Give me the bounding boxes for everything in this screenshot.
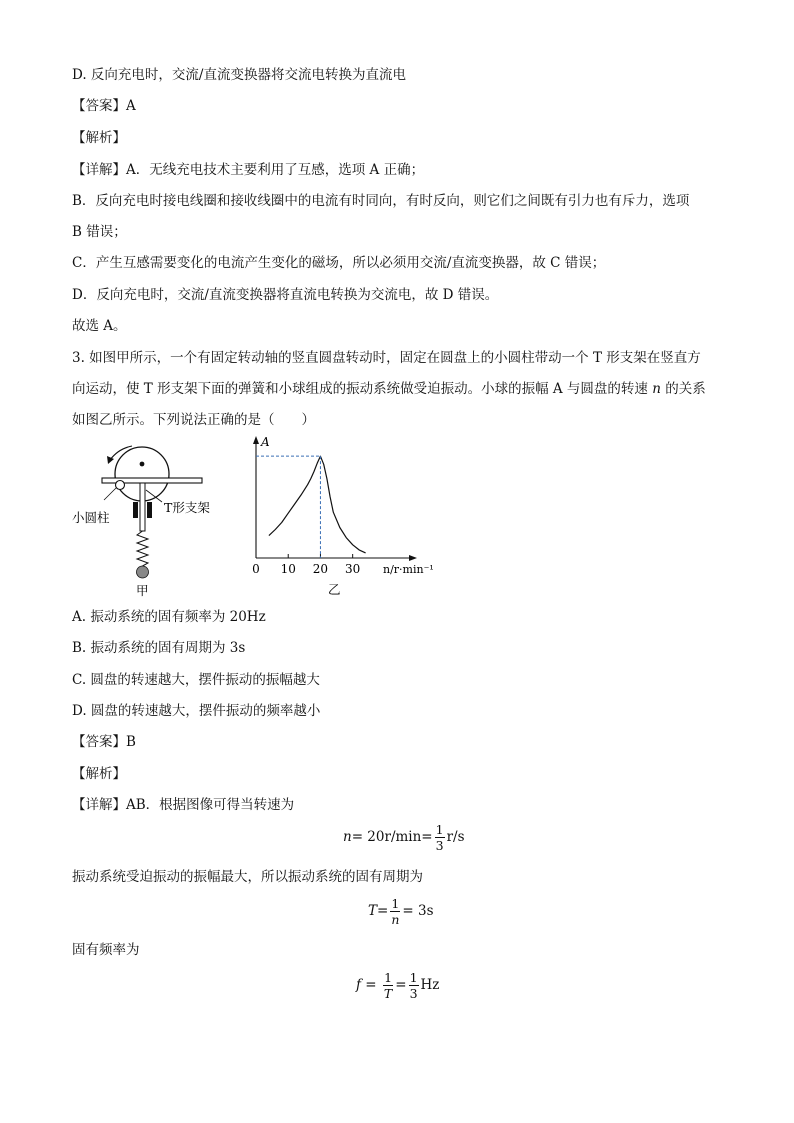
f2-num: 1 <box>391 896 400 911</box>
x-tick-label: 10 <box>280 562 296 576</box>
question-3-line-3: 如图乙所示。下列说法正确的是（ ） <box>72 412 315 428</box>
resonance-curve <box>269 456 366 553</box>
y-axis-arrow <box>253 436 259 444</box>
f3-eq: = <box>361 977 381 993</box>
option-d-prev: D. 反向充电时，交流/直流变换器将交流电转换为直流电 <box>72 67 406 83</box>
guide-right <box>147 502 152 518</box>
f3-num-2: 1 <box>409 970 418 985</box>
f3-unit: Hz <box>420 977 440 993</box>
answer-line-1 <box>72 96 136 116</box>
answer-value-2: B <box>126 734 136 750</box>
f1-mid: = 20r/min= <box>351 829 433 845</box>
analysis-heading-1: 【解析】 <box>72 130 126 146</box>
f3-fraction-1 <box>383 970 393 1001</box>
figure-jia <box>66 440 236 600</box>
f1-unit: r/s <box>446 829 465 845</box>
question-3-line-2 <box>72 379 706 399</box>
answer-label: 【答案】 <box>72 98 126 114</box>
cylinder-leader <box>104 488 116 500</box>
t-frame-stem <box>140 483 145 531</box>
conclusion-line: 故选 A。 <box>72 318 127 334</box>
middle-line-2: 固有频率为 <box>72 942 140 958</box>
f2-eq: = <box>377 903 389 919</box>
f1-den: 3 <box>435 838 444 853</box>
x-tick-label: 30 <box>345 562 361 576</box>
y-axis-label: A <box>261 435 270 449</box>
f3-lhs: f <box>356 977 361 993</box>
detail-line-ab: 【详解】AB．根据图像可得当转速为 <box>72 797 295 813</box>
f1-lhs: n <box>343 829 352 845</box>
formula-frequency <box>356 970 439 1001</box>
detail-line-d: D．反向充电时，交流/直流变换器将直流电转换为交流电，故 D 错误。 <box>72 287 499 303</box>
answer-label-2: 【答案】 <box>72 734 126 750</box>
ball <box>137 566 149 578</box>
disc-axle <box>140 462 145 467</box>
formula-speed <box>343 822 465 853</box>
spring <box>137 531 148 566</box>
f3-den-1: T <box>383 986 393 1001</box>
guide-left <box>133 502 138 518</box>
f3-eq2: = <box>395 977 407 993</box>
x-tick-label: 20 <box>312 562 329 576</box>
f3-fraction-2 <box>409 970 419 1001</box>
option-a: A. 振动系统的固有频率为 20Hz <box>72 609 266 625</box>
f1-fraction <box>435 822 445 853</box>
q3-var-n: n <box>652 381 661 397</box>
figure-yi-chart <box>246 434 436 600</box>
caption-yi: 乙 <box>328 582 341 597</box>
f1-num: 1 <box>435 822 444 837</box>
caption-jia: 甲 <box>136 583 149 598</box>
analysis-heading-2: 【解析】 <box>72 766 126 782</box>
formula-period <box>368 896 434 927</box>
option-b: B. 振动系统的固有周期为 3s <box>72 640 246 656</box>
q3-text-b: 的关系 <box>660 381 706 397</box>
small-cylinder <box>116 481 125 490</box>
q3-text-a: 向运动，使 T 形支架下面的弹簧和小球组成的振动系统做受迫振动。小球的振幅 A 与圆盘的转速 <box>72 381 653 397</box>
question-3-line-1: 3. 如图甲所示，一个有固定转动轴的竖直圆盘转动时，固定在圆盘上的小圆柱带动一个 T 形支架在竖直方 <box>72 350 701 366</box>
f2-den: n <box>391 912 400 927</box>
detail-line-b-cont: B 错误； <box>72 224 127 240</box>
detail-line-a: 【详解】A．无线充电技术主要利用了互感，选项 A 正确； <box>72 162 425 178</box>
middle-line-1: 振动系统受迫振动的振幅最大，所以振动系统的固有周期为 <box>72 869 423 885</box>
f3-den-2: 3 <box>409 986 418 1001</box>
label-small-cylinder: 小圆柱 <box>72 510 110 525</box>
f3-num-1: 1 <box>384 970 393 985</box>
f2-fraction <box>390 896 400 927</box>
f2-rhs: = 3s <box>402 903 434 919</box>
f2-lhs: T <box>368 903 378 919</box>
x-tick-label: 0 <box>252 562 260 576</box>
detail-line-b: B．反向充电时接电线圈和接收线圈中的电流有时同向，有时反向，则它们之间既有引力也有斥力，选项 <box>72 193 690 209</box>
option-c: C. 圆盘的转速越大，摆件振动的振幅越大 <box>72 672 320 688</box>
x-axis-label: n/r·min⁻¹ <box>383 563 434 576</box>
answer-value: A <box>126 98 136 114</box>
answer-line-2 <box>72 732 136 752</box>
detail-line-c: C．产生互感需要变化的电流产生变化的磁场，所以必须用交流/直流变换器，故 C 错误； <box>72 255 606 271</box>
option-d: D. 圆盘的转速越大，摆件振动的频率越小 <box>72 703 321 719</box>
x-axis-arrow <box>409 555 417 561</box>
label-t-frame: T形支架 <box>164 500 210 515</box>
